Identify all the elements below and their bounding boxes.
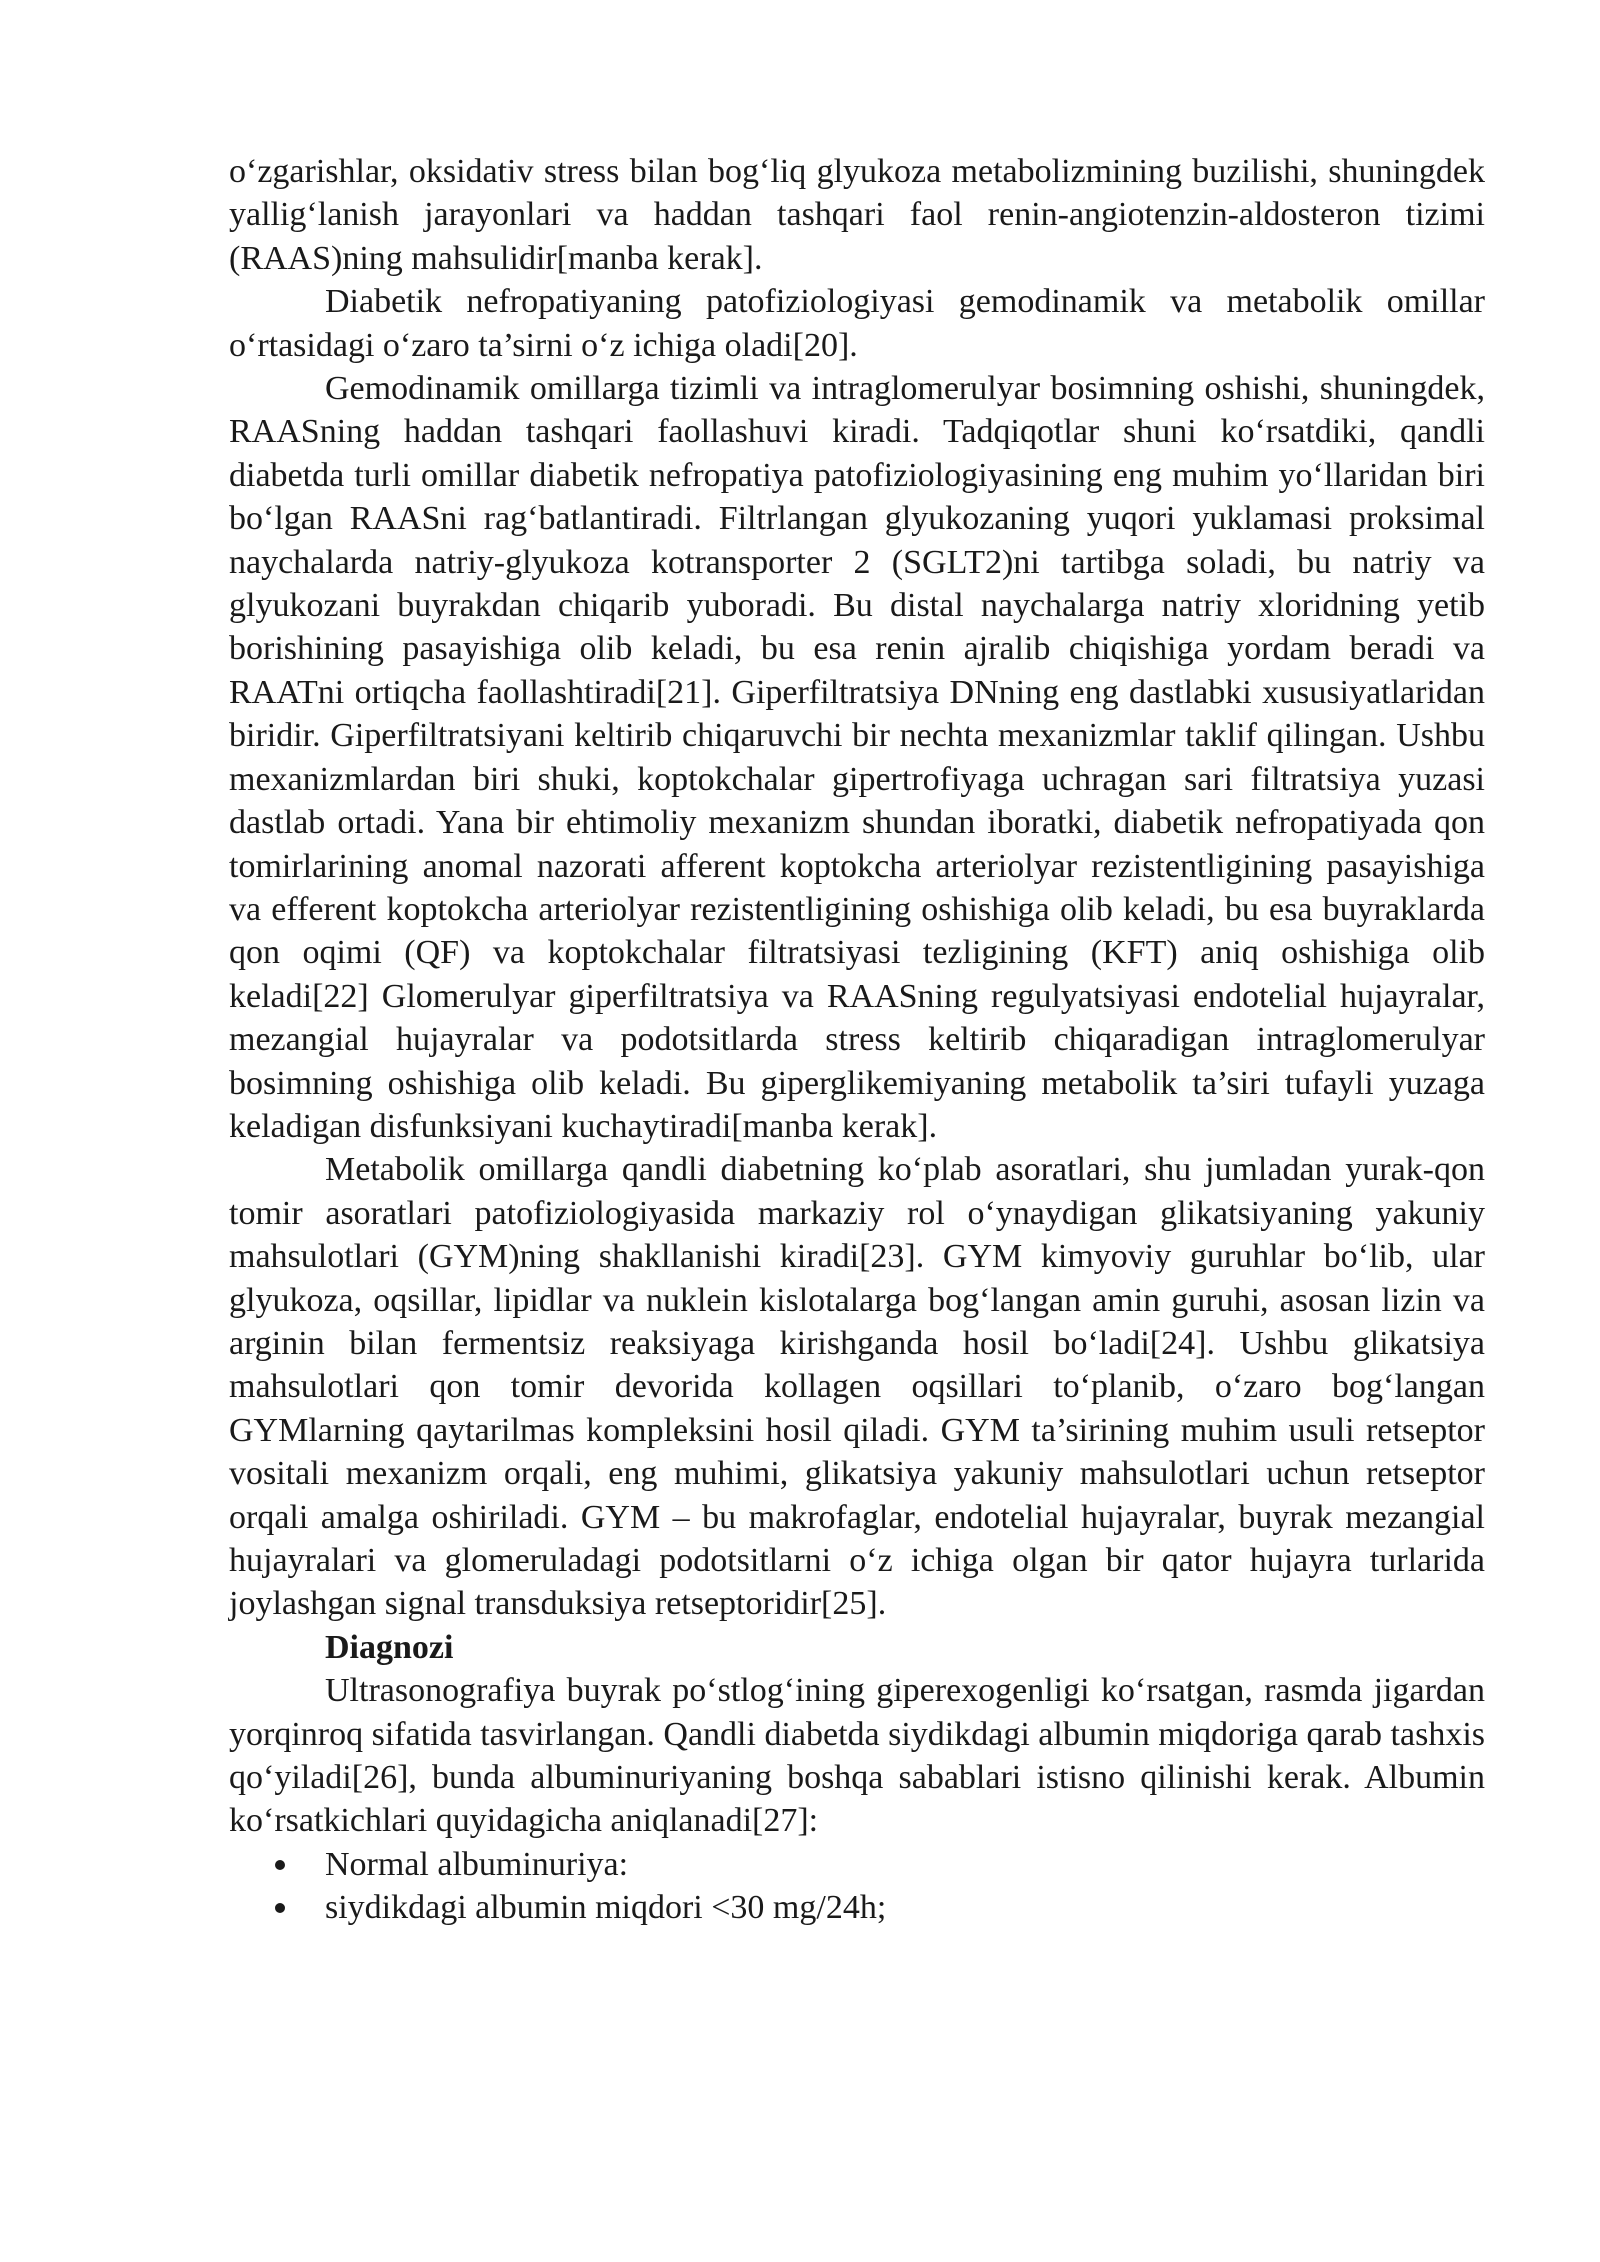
list-item: [229, 1843, 1485, 1886]
list-item-text: siydikdagi albumin miqdori <30 mg/24h;: [325, 1889, 887, 1927]
bullet-icon: [275, 1903, 285, 1913]
paragraph-pathophysiology-intro: Diabetik nefropatiyaning patofiziologiyasi gemodinamik va metabolik omillar o‘rtasidagi o‘zaro ta’sirni o‘z ichiga oladi[20].: [229, 283, 1485, 364]
document-body: [229, 150, 1485, 1930]
paragraph-hemodynamic-factors: Gemodinamik omillarga tizimli va intraglomerulyar bosimning oshishi, shuningdek, RAASning haddan tashqari faollashuvi kiradi. Tadqiqotlar shuni ko‘rsatdiki, qandli diabetda turli omillar diabetik nefropatiya patofiziologiyasining eng muhim yo‘llaridan biri bo‘lgan RAASni rag‘batlantiradi. Filtrlangan glyukozaning yuqori yuklamasi proksimal naychalarda natriy-glyukoza kotransporter 2 (SGLT2)ni tartibga soladi, bu natriy va glyukozani buyrakdan chiqarib yuboradi. Bu distal naychalarga natriy xloridning yetib borishining pasayishiga olib keladi, bu esa renin ajralib chiqishiga yordam beradi va RAATni ortiqcha faollashtiradi[21]. Giperfiltratsiya DNning eng dastlabki xususiyatlaridan biridir. Giperfiltratsiyani keltirib chiqaruvchi bir nechta mexanizmlar taklif qilingan. Ushbu mexanizmlardan biri shuki, koptokchalar gipertrofiyaga uchragan sari filtratsiya yuzasi dastlab ortadi. Yana bir ehtimoliy mexanizm shundan iboratki, diabetik nefropatiyada qon tomirlarining anomal nazorati afferent koptokcha arteriolyar rezistentligining pasayishiga va efferent koptokcha arteriolyar rezistentligining oshishiga olib keladi, bu esa buyraklarda qon oqimi (QF) va koptokchalar filtratsiyasi tezligining (KFT) aniq oshishiga olib keladi[22] Glomerulyar giperfiltratsiya va RAASning regulyatsiyasi endotelial hujayralar, mezangial hujayralar va podotsitlarda stress keltirib chiqaradigan intraglomerulyar bosimning oshishiga olib keladi. Bu giperglikemiyaning metabolik ta’siri tufayli yuzaga keladigan disfunksiyani kuchaytiradi[manba kerak].: [229, 370, 1485, 1145]
paragraph-metabolic-factors: Metabolik omillarga qandli diabetning ko‘plab asoratlari, shu jumladan yurak-qon tomir asoratlari patofiziologiyasida markaziy rol o‘ynaydigan glikatsiyaning yakuniy mahsulotlari (GYM)ning shakllanishi kiradi[23]. GYM kimyoviy guruhlar bo‘lib, ular glyukoza, oqsillar, lipidlar va nuklein kislotalarga bog‘langan amin guruhi, asosan lizin va arginin bilan fermentsiz reaksiyaga kirishganda hosil bo‘ladi[24]. Ushbu glikatsiya mahsulotlari qon tomir devorida kollagen oqsillari to‘planib, o‘zaro bog‘langan GYMlarning qaytarilmas kompleksini hosil qiladi. GYM ta’sirining muhim usuli retseptor vositali mexanizm orqali, eng muhimi, glikatsiya yakuniy mahsulotlari uchun retseptor orqali amalga oshiriladi. GYM – bu makrofaglar, endotelial hujayralar, buyrak mezangial hujayralari va glomeruladagi podotsitlarni o‘z ichiga olgan bir qator hujayra turlarida joylashgan signal transduksiya retseptoridir[25].: [229, 1151, 1485, 1623]
section-heading-diagnosis: Diagnozi: [325, 1628, 454, 1666]
paragraph-diagnosis: Ultrasonografiya buyrak po‘stlog‘ining giperexogenligi ko‘rsatgan, rasmda jigardan yorqinroq sifatida tasvirlangan. Qandli diabetda siydikdagi albumin miqdoriga qarab tashxis qo‘yiladi[26], bunda albuminuriyaning boshqa sabablari istisno qilinishi kerak. Albumin ko‘rsatkichlari quyidagicha aniqlanadi[27]:: [229, 1672, 1485, 1840]
bullet-icon: [275, 1860, 285, 1870]
bullet-list: [229, 1843, 1485, 1930]
list-item: [229, 1886, 1485, 1929]
paragraph-continuation: o‘zgarishlar, oksidativ stress bilan bog‘liq glyukoza metabolizmining buzilishi, shuningdek yallig‘lanish jarayonlari va haddan tashqari faol renin-angiotenzin-aldosteron tizimi (RAAS)ning mahsulidir[manba kerak].: [229, 153, 1485, 277]
list-item-text: Normal albuminuriya:: [325, 1845, 629, 1883]
